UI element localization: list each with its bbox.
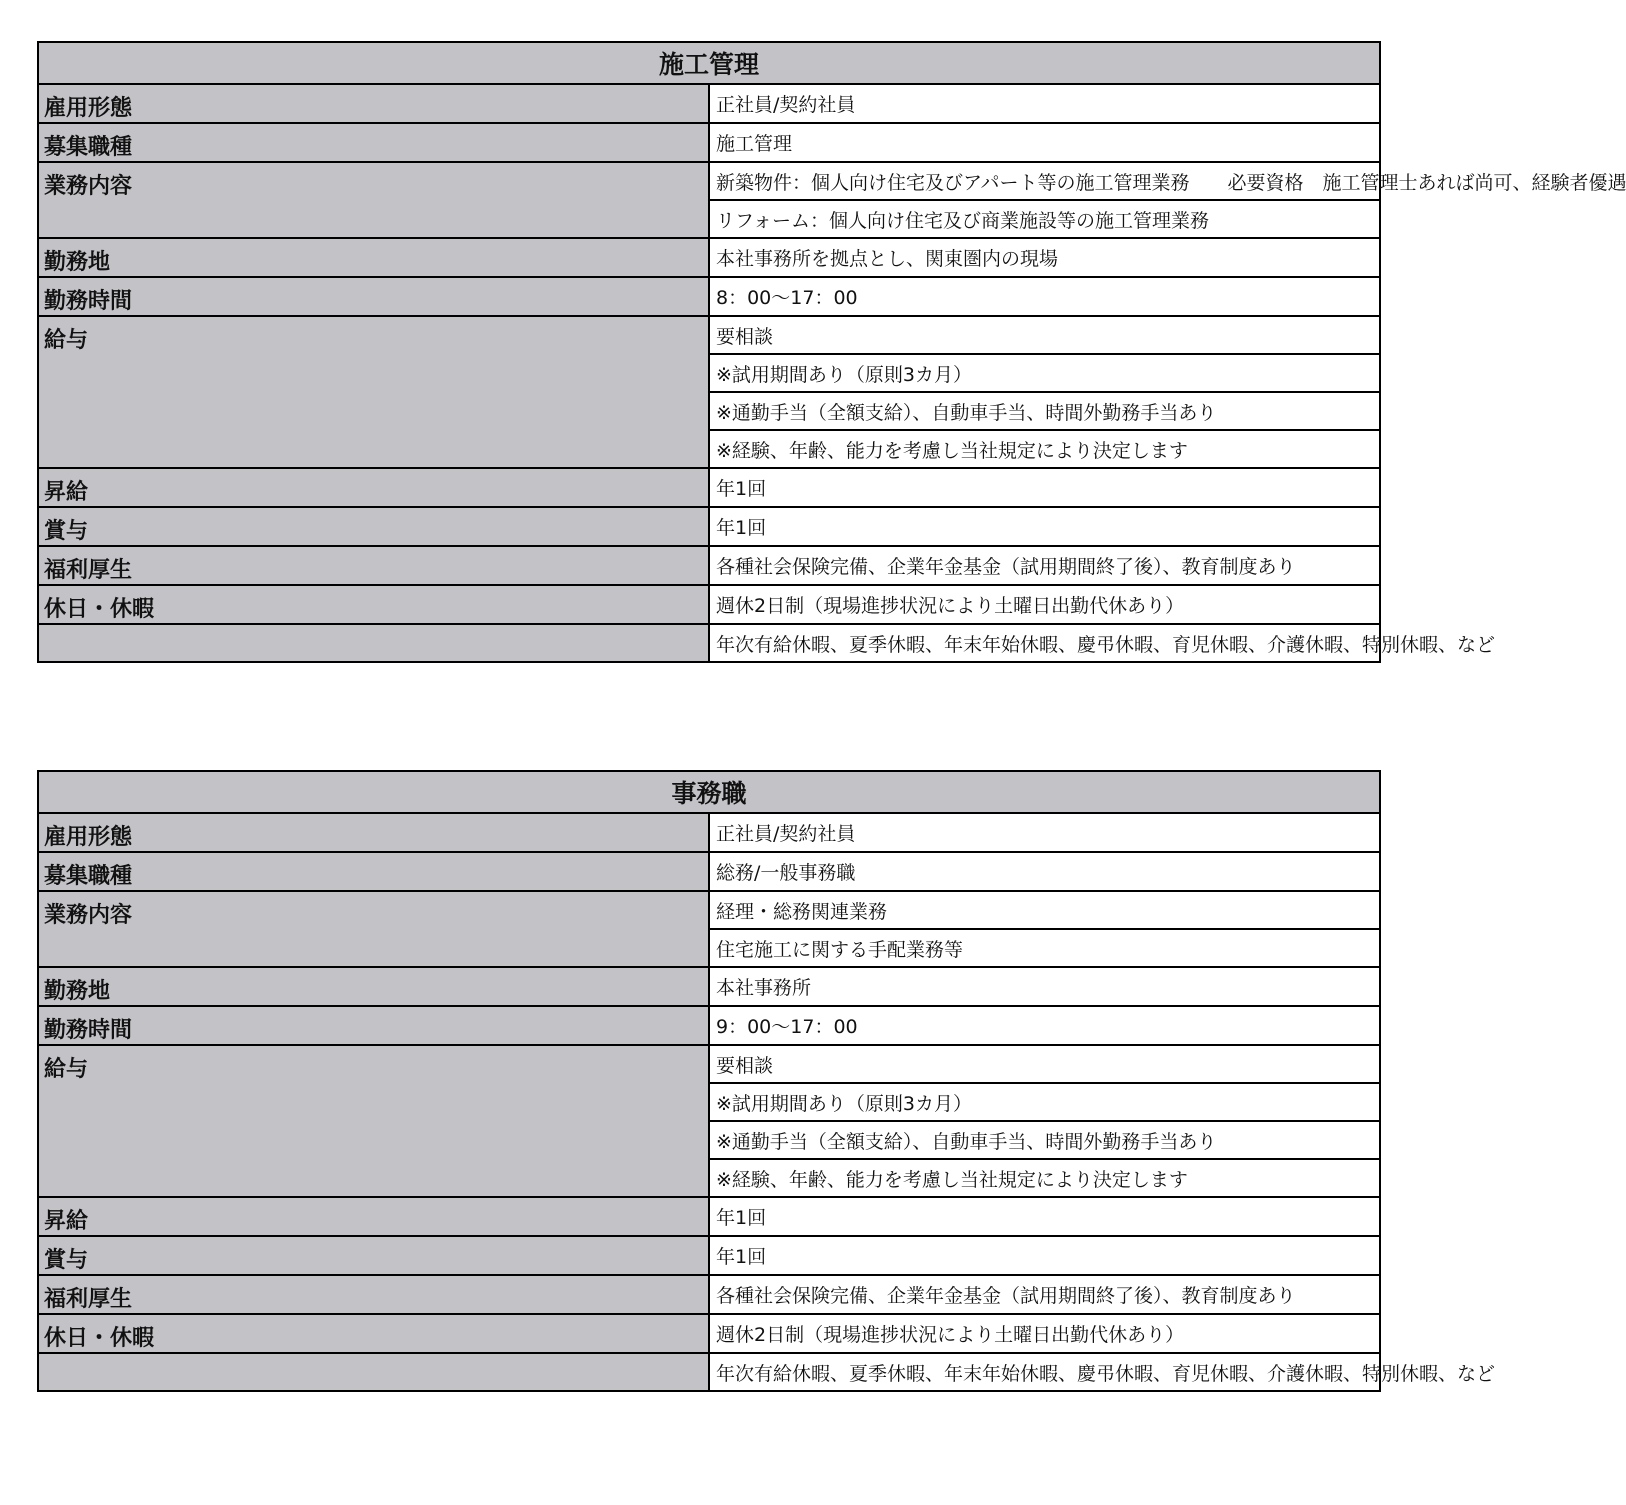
row-value: 正社員/契約社員 [709,84,1380,123]
table-row [38,1236,1380,1275]
row-value: 経理・総務関連業務 [709,891,1380,929]
table-row [38,316,1380,354]
row-value: 年1回 [709,1236,1380,1275]
row-value: 年1回 [709,1197,1380,1236]
row-value: ※試用期間あり（原則3カ月） [709,354,1380,392]
row-value: 本社事務所を拠点とし、関東圏内の現場 [709,238,1380,277]
row-label: 休日・休暇 [38,585,709,624]
table-row [38,891,1380,929]
table-row [38,1275,1380,1314]
row-value: 施工管理 [709,123,1380,162]
row-value: 各種社会保険完備、企業年金基金（試用期間終了後）、教育制度あり [709,546,1380,585]
row-value: 年次有給休暇、夏季休暇、年末年始休暇、慶弔休暇、育児休暇、介護休暇、特別休暇、など [709,1353,1380,1391]
row-value: ※通勤手当（全額支給）、自動車手当、時間外勤務手当あり [709,1121,1380,1159]
row-label: 業務内容 [38,891,709,967]
row-value: 週休2日制（現場進捗状況により土曜日出勤代休あり） [709,1314,1380,1353]
table-row [38,1006,1380,1045]
row-label: 勤務地 [38,238,709,277]
row-label: 雇用形態 [38,84,709,123]
row-value: 要相談 [709,316,1380,354]
row-label: 雇用形態 [38,813,709,852]
table-row [38,967,1380,1006]
row-value: 正社員/契約社員 [709,813,1380,852]
row-label: 給与 [38,1045,709,1197]
table-row [38,1314,1380,1353]
row-value: 住宅施工に関する手配業務等 [709,929,1380,967]
table-row [38,1353,1380,1391]
table-row [38,84,1380,123]
row-label: 昇給 [38,468,709,507]
row-label: 募集職種 [38,852,709,891]
row-value: 年1回 [709,507,1380,546]
row-label-empty [38,1353,709,1391]
row-label: 勤務時間 [38,277,709,316]
row-value: リフォーム：個人向け住宅及び商業施設等の施工管理業務 [709,200,1380,238]
row-value: 年次有給休暇、夏季休暇、年末年始休暇、慶弔休暇、育児休暇、介護休暇、特別休暇、など [709,624,1380,662]
table-row [38,468,1380,507]
row-label: 給与 [38,316,709,468]
row-value: 新築物件：個人向け住宅及びアパート等の施工管理業務 必要資格 施工管理士あれば尚可、経験者優遇 [709,162,1380,200]
job-table-construction [37,41,1626,663]
table-row [38,277,1380,316]
row-label-empty [38,624,709,662]
row-label: 賞与 [38,1236,709,1275]
table-row [38,624,1380,662]
row-value: ※通勤手当（全額支給）、自動車手当、時間外勤務手当あり [709,392,1380,430]
table-row [38,546,1380,585]
table-row [38,852,1380,891]
row-label: 業務内容 [38,162,709,238]
table-title: 施工管理 [38,42,1380,84]
table-row [38,507,1380,546]
row-value: 各種社会保険完備、企業年金基金（試用期間終了後）、教育制度あり [709,1275,1380,1314]
table-row [38,585,1380,624]
table-row [38,123,1380,162]
row-label: 勤務地 [38,967,709,1006]
row-label: 昇給 [38,1197,709,1236]
table-row [38,1045,1380,1083]
row-value: 本社事務所 [709,967,1380,1006]
table-row [38,238,1380,277]
row-value: ※経験、年齢、能力を考慮し当社規定により決定します [709,430,1380,468]
row-value: 総務/一般事務職 [709,852,1380,891]
row-label: 福利厚生 [38,546,709,585]
row-value: ※試用期間あり（原則3カ月） [709,1083,1380,1121]
row-label: 休日・休暇 [38,1314,709,1353]
row-value: 週休2日制（現場進捗状況により土曜日出勤代休あり） [709,585,1380,624]
row-label: 募集職種 [38,123,709,162]
row-label: 勤務時間 [38,1006,709,1045]
row-label: 賞与 [38,507,709,546]
row-label: 福利厚生 [38,1275,709,1314]
row-value: 8：00～17：00 [709,277,1380,316]
job-table-office [37,770,1496,1392]
table-row [38,813,1380,852]
row-value: ※経験、年齢、能力を考慮し当社規定により決定します [709,1159,1380,1197]
table-row [38,162,1380,200]
table-title: 事務職 [38,771,1380,813]
row-value: 9：00～17：00 [709,1006,1380,1045]
table-row [38,1197,1380,1236]
row-value: 要相談 [709,1045,1380,1083]
row-value: 年1回 [709,468,1380,507]
